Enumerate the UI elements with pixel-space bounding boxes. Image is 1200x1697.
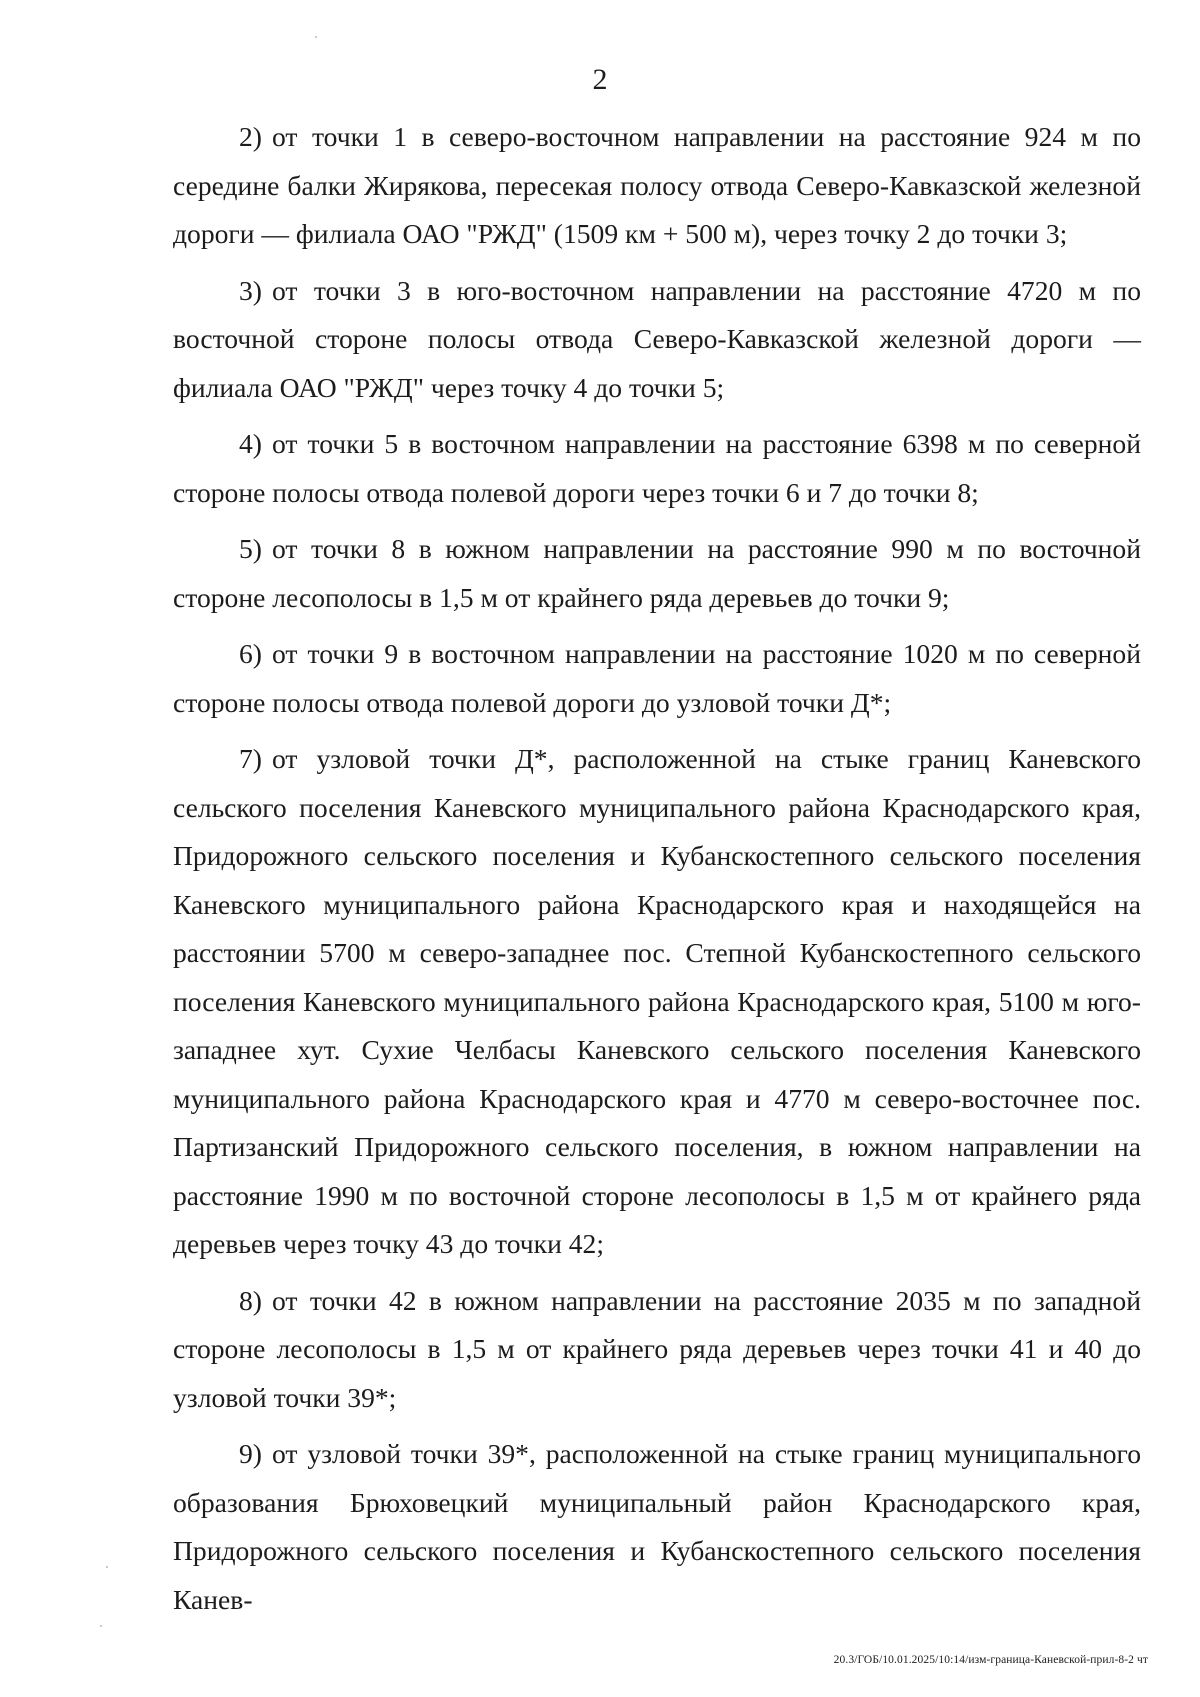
paragraph-text: от узловой точки Д*, расположенной на стыке границ Каневского сельского поселения Каневского муниципального района Краснодарского края, Придорожного сельского поселения и Кубанскостепного сельского поселения Каневского муниципального района Краснодарского края и находящейся на расстоянии 5700 м северо-западнее пос. Степной Кубанскостепного сельского поселения Каневского муниципального района Краснодарского края, 5100 м юго-западнее хут. Сухие Челбасы Каневского сельского поселения Каневского муниципального района Краснодарского края и 4770 м северо-восточнее пос. Партизанский Придорожного сельского поселения, в южном направлении на расстояние 1990 м по восточной стороне лесополосы в 1,5 м от крайнего ряда деревьев через точку 43 до точки 42; <box>173 743 1141 1259</box>
paragraph-4 <box>173 420 1141 517</box>
paragraph-text: от точки 3 в юго-восточном направлении на расстояние 4720 м по восточной стороне полосы отвода Северо-Кавказской железной дороги — филиала ОАО "РЖД" через точку 4 до точки 5; <box>173 274 1141 403</box>
scan-speck <box>315 36 317 38</box>
page-number: 2 <box>592 63 608 96</box>
paragraph-number: 8) <box>239 1284 262 1316</box>
paragraph-number: 4) <box>239 428 262 459</box>
paragraph-text: от точки 5 в восточном направлении на расстояние 6398 м по северной стороне полосы отвода полевой дороги через точки 6 и 7 до точки 8; <box>173 428 1141 508</box>
paragraph-9 <box>173 1430 1141 1624</box>
paragraph-7 <box>173 735 1141 1269</box>
paragraph-number: 3) <box>239 274 262 306</box>
paragraph-3 <box>173 267 1141 413</box>
paragraph-6 <box>173 630 1141 727</box>
paragraph-text: от точки 42 в южном направлении на расстояние 2035 м по западной стороне лесополосы в 1,5 м от крайнего ряда деревьев через точки 41 и 40 до узловой точки 39*; <box>173 1284 1141 1413</box>
paragraph-number: 9) <box>239 1438 262 1469</box>
paragraph-text: от точки 1 в северо-восточном направлении на расстояние 924 м по середине балки Жирякова, пересекая полосу отвода Северо-Кавказской железной дороги — филиала ОАО "РЖД" (1509 км + 500 м), через точку 2 до точки 3; <box>173 121 1141 249</box>
paragraph-5 <box>173 525 1141 622</box>
paragraph-number: 7) <box>239 743 262 774</box>
paragraph-2 <box>173 113 1141 259</box>
scan-speck <box>106 1566 108 1568</box>
document-body <box>173 113 1141 1632</box>
paragraph-text: от точки 8 в южном направлении на расстояние 990 м по восточной стороне лесополосы в 1,5 м от крайнего ряда деревьев до точки 9; <box>173 533 1141 613</box>
paragraph-number: 2) <box>239 121 262 152</box>
paragraph-number: 5) <box>239 533 262 564</box>
scan-speck <box>100 1625 102 1627</box>
paragraph-text: от узловой точки 39*, расположенной на стыке границ муниципального образования Брюховецкий муниципальный район Краснодарского края, Придорожного сельского поселения и Кубанскостепного сельского поселения Канев- <box>173 1438 1141 1615</box>
document-footer-code: 20.3/ГОБ/10.01.2025/10:14/изм-граница-Каневской-прил-8-2 чт <box>833 1654 1148 1666</box>
paragraph-text: от точки 9 в восточном направлении на расстояние 1020 м по северной стороне полосы отвода полевой дороги до узловой точки Д*; <box>173 638 1141 718</box>
paragraph-number: 6) <box>239 638 262 669</box>
paragraph-8 <box>173 1277 1141 1423</box>
